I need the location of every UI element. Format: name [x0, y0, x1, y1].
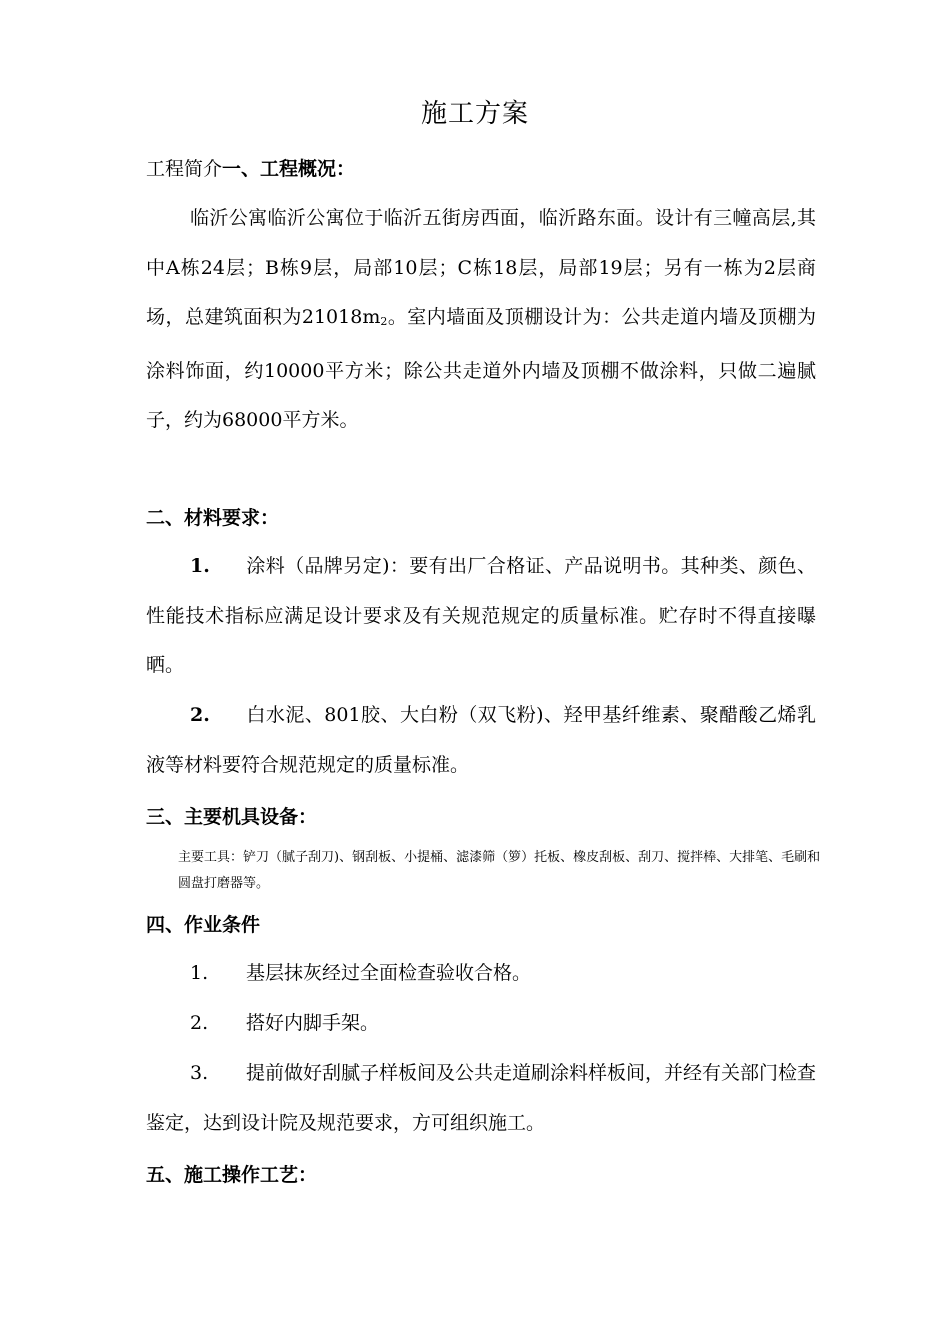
section-4-item-3-block	[146, 1049, 816, 1148]
section-3-heading-line	[146, 802, 317, 832]
section-2-item-2-block	[146, 691, 816, 790]
section-4-item-3-text: 提前做好刮腻子样板间及公共走道刷涂料样板间，并经有关部门检查鉴定，达到设计院及规范要求，方可组织施工。	[146, 1062, 817, 1134]
section-1-heading: 一、工程概况：	[222, 158, 356, 180]
section-2-item-2	[146, 691, 816, 790]
section-2-item-1-text: 涂料（品牌另定)：要有出厂合格证、产品说明书。其种类、颜色、性能技术指标应满足设计要求及有关规范规定的质量标准。贮存时不得直接曝晒。	[146, 555, 816, 676]
section-5-heading-line	[146, 1160, 317, 1190]
section-4-item-3	[146, 1049, 816, 1148]
section-2-heading: 二、材料要求：	[146, 507, 280, 529]
section-5-heading: 五、施工操作工艺：	[146, 1164, 318, 1186]
section-1-prefix: 工程简介	[146, 158, 223, 180]
section-2-item-1	[146, 542, 816, 691]
section-1-para-tail: 。室内墙面及顶棚设计为：公共走道内墙及顶棚为涂料饰面，约10000平方米；除公共走道外内墙及顶棚不做涂料，只做二遍腻子，约为68000平方米。	[146, 306, 816, 431]
section-4-item-1	[146, 949, 816, 999]
section-4-item-2-text: 搭好内脚手架。	[246, 1012, 380, 1034]
section-4-item-3-num: 3.	[190, 1062, 209, 1084]
section-1-para-text: 临沂公寓临沂公寓位于临沂五街房西面，临沂路东面。设计有三幢高层,其中A栋24层；B栋9层，局部10层；C栋18层，局部19层；另有一栋为2层商场，总建筑面积为21018m	[146, 207, 816, 328]
section-2-item-2-num: 2.	[190, 704, 210, 726]
page-title: 施工方案	[420, 99, 529, 129]
section-3-heading: 三、主要机具设备：	[146, 806, 318, 828]
section-4-item-1-num: 1.	[190, 962, 209, 984]
section-4-item-1-text: 基层抹灰经过全面检查验收合格。	[246, 962, 532, 984]
section-3-tools-text: 主要工具：铲刀（腻子刮刀)、钢刮板、小提桶、滤漆筛（箩）托板、橡皮刮板、刮刀、搅拌棒、大排笔、毛刷和圆盘打磨器等。	[178, 850, 821, 891]
section-4-item-2-num: 2.	[190, 1012, 209, 1034]
section-2-item-1-block	[146, 542, 816, 691]
section-2-heading-line	[146, 503, 279, 533]
section-4-heading: 四、作业条件	[146, 914, 261, 936]
section-1-heading-line	[146, 154, 355, 184]
section-4-item-2	[146, 999, 816, 1049]
section-2-item-1-num: 1.	[190, 555, 210, 577]
section-1-paragraph	[146, 194, 816, 446]
section-4-heading-line	[146, 910, 260, 940]
area-unit-subscript: 2	[380, 315, 388, 328]
section-2-item-2-text: 白水泥、801胶、大白粉（双飞粉)、羟甲基纤维素、聚醋酸乙烯乳液等材料要符合规范规定的质量标准。	[146, 704, 816, 776]
